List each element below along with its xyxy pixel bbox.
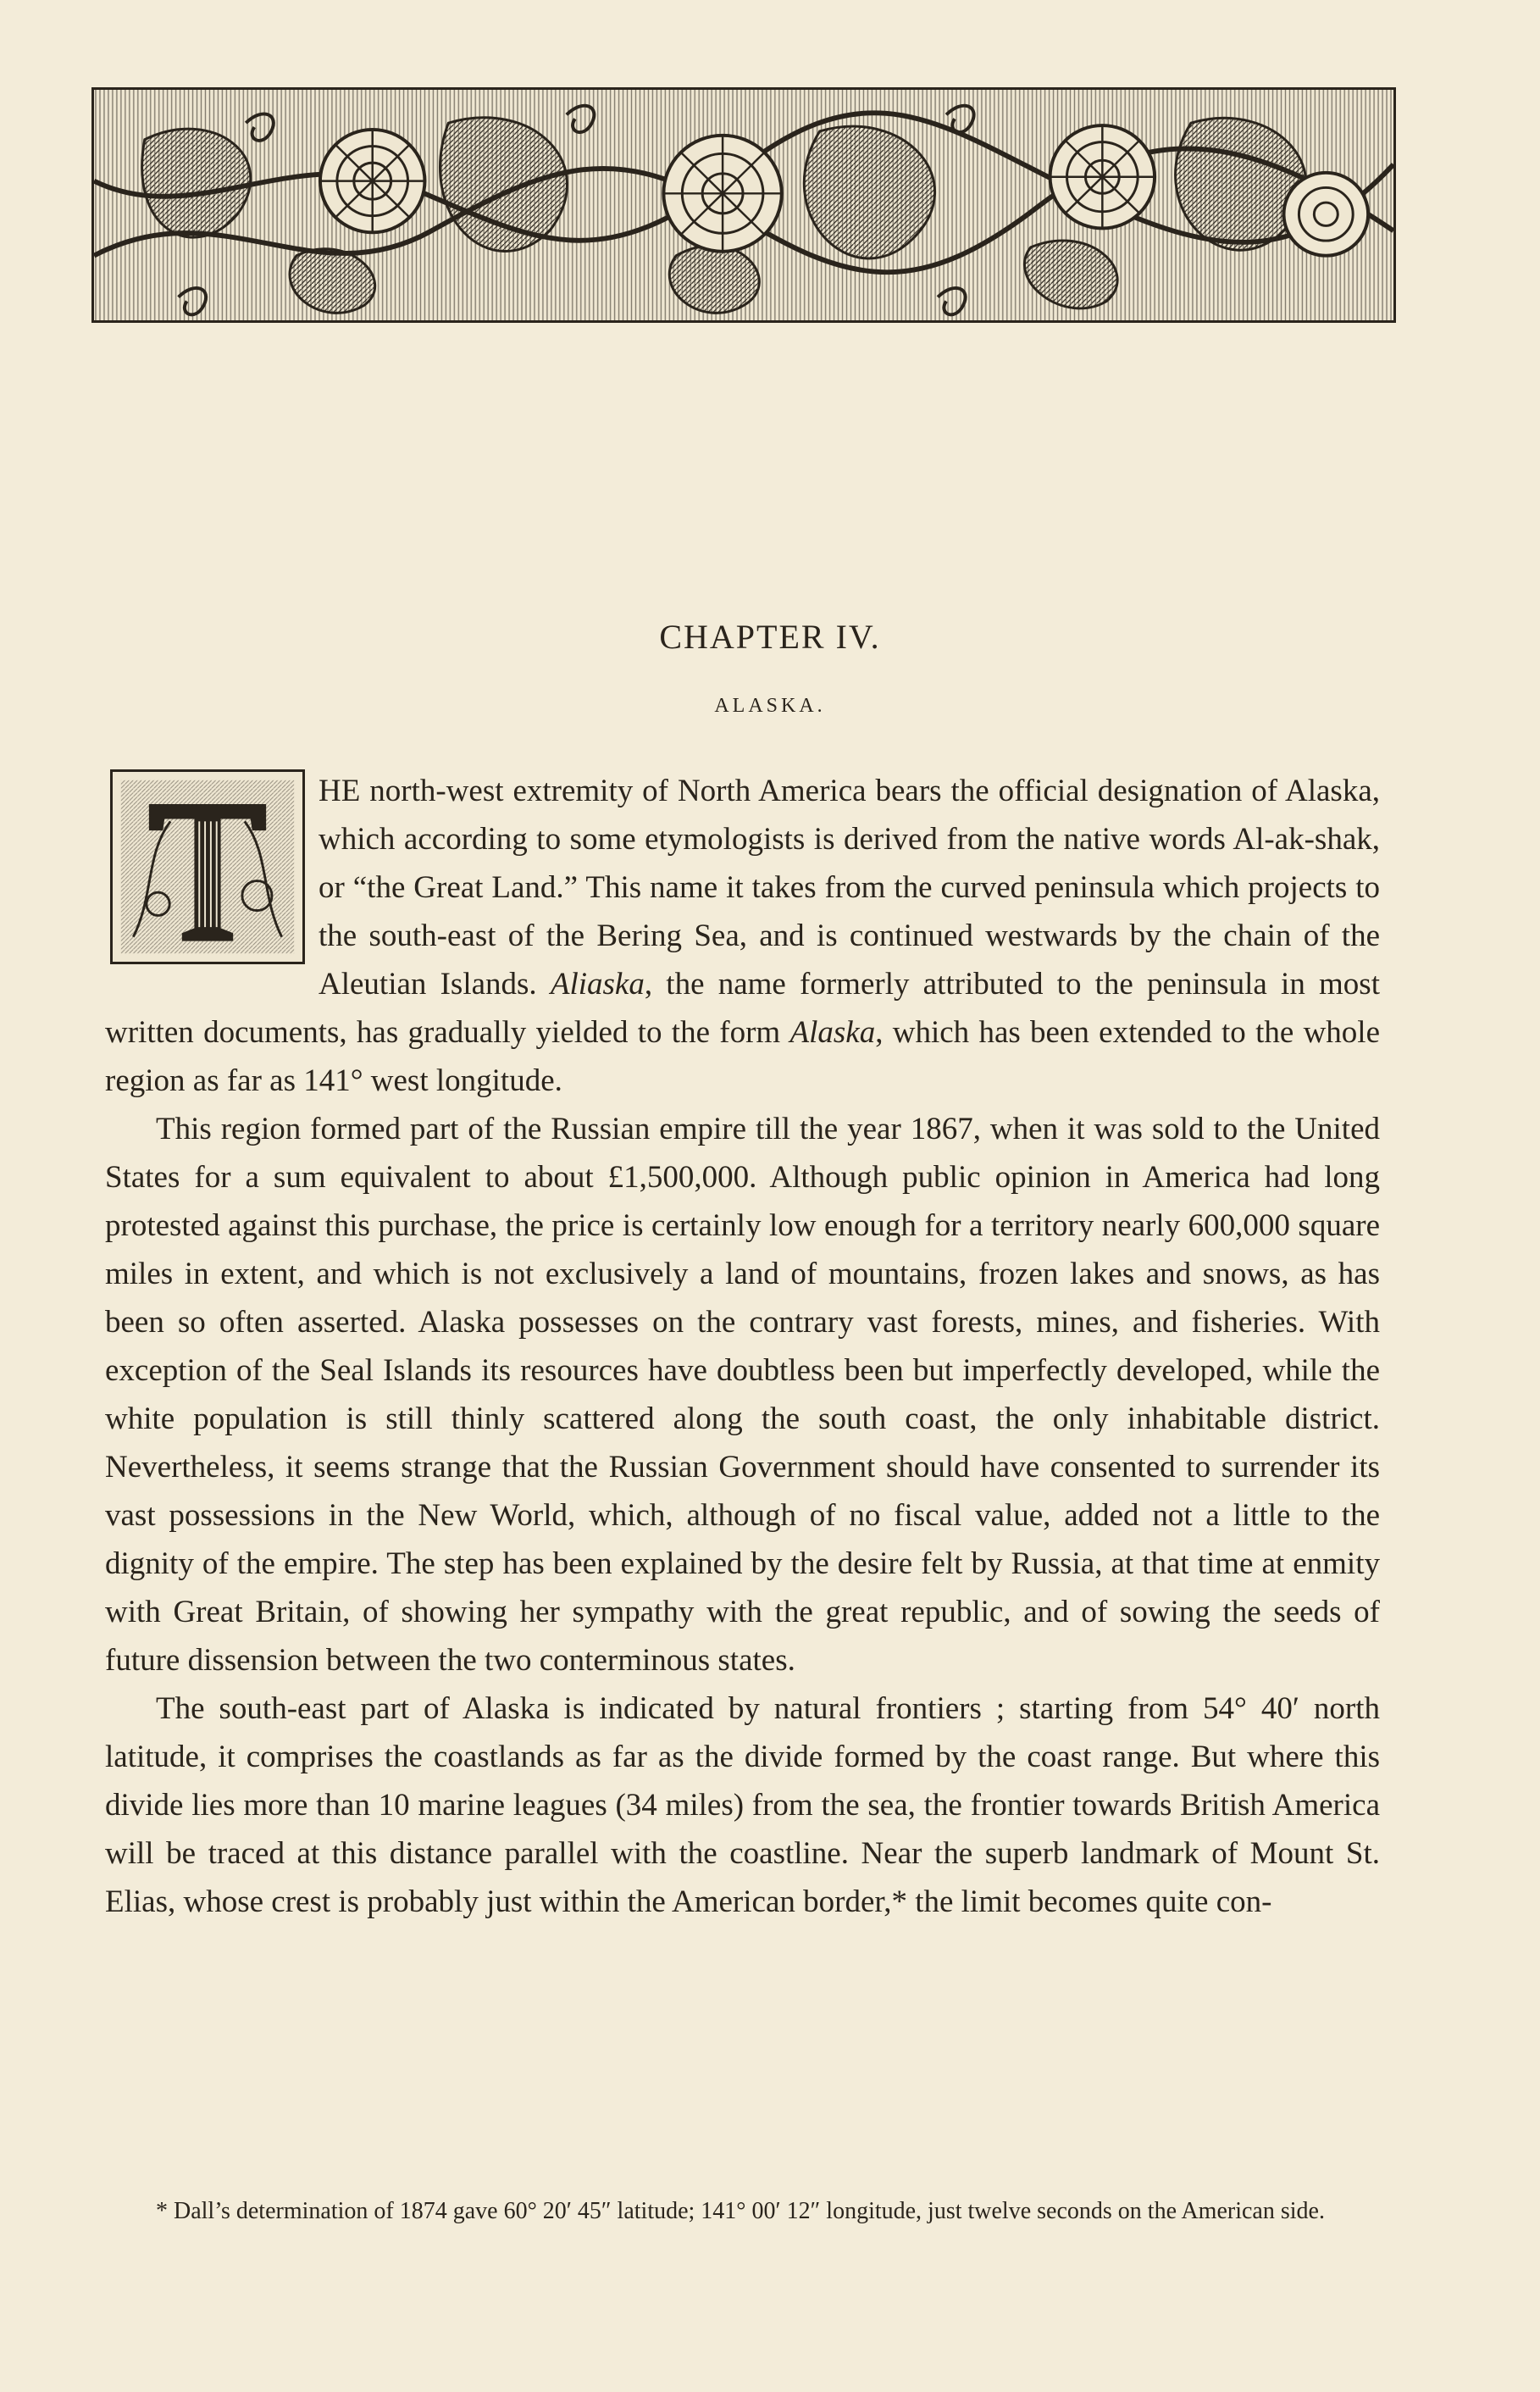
footnote: * Dall’s determination of 1874 gave 60° 20′ 45″ latitude; 141° 00′ 12″ longitude, just twelve seconds on the American side. [156, 2198, 1325, 2224]
paragraph-1-italic-aliaska: Aliaska [550, 967, 645, 1002]
paragraph-2: This region formed part of the Russian empire till the year 1867, when it was sold to the United States for a sum equivalent to about £1,500,000. Although public opinion in America had long protested against this purchase, the price is certainly low enough for a territory nearly 600,000 square miles in extent, and which is not exclusively a land of mountains, frozen lakes and snows, as has been so often asserted. Alaska possesses on the contrary vast forests, mines, and fisheries. With exception of the Seal Islands its resources have doubtless been but imperfectly developed, while the white population is still thinly scattered along the south coast, the only inhabitable district. Nevertheless, it seems strange that the Russian Government should have consented to surrender its vast possessions in the New World, which, although of no fiscal value, added not a little to the dignity of the empire. The step has been explained by the desire felt by Russia, at that time at enmity with Great Britain, of showing her sympathy with the great republic, and of sowing the seeds of future dissension between the two conterminous states. [105, 1112, 1380, 1678]
chapter-title: CHAPTER IV. [659, 618, 881, 656]
chapter-subtitle: ALASKA. [714, 695, 826, 717]
paragraph-1-text-a: HE north-west extremity of North America bears the official designation of Alaska, which according to some etymologists is derived from the native words Al-ak-shak, or “the Great Land.” This name it takes from the curved peninsula which projects to the south-east of the Bering Sea, and is continued westwards by the chain of the Aleutian Islands. [319, 774, 1380, 1002]
ornamental-initial-t-icon [110, 769, 305, 964]
paragraph-1-italic-alaska: Alaska [789, 1015, 876, 1050]
paragraph-1-text-c: , which has been extended to the whole region as far as 141° west longitude. [105, 1015, 1380, 1098]
paragraph-3: The south-east part of Alaska is indicated by natural frontiers ; starting from 54° 40′ north latitude, it comprises the coastlands as far as the divide formed by the coast range. But where this divide lies more than 10 marine leagues (34 miles) from the sea, the frontier towards British America will be traced at this distance parallel with the coastline. Near the superb landmark of Mount St. Elias, whose crest is probably just within the American border,* the limit becomes quite con- [105, 1691, 1380, 1919]
paragraph-1-text-b: , the name formerly attributed to the peninsula in most written documents, has gradually yielded to the form [105, 967, 1380, 1050]
floral-headpiece-icon [91, 87, 1396, 323]
